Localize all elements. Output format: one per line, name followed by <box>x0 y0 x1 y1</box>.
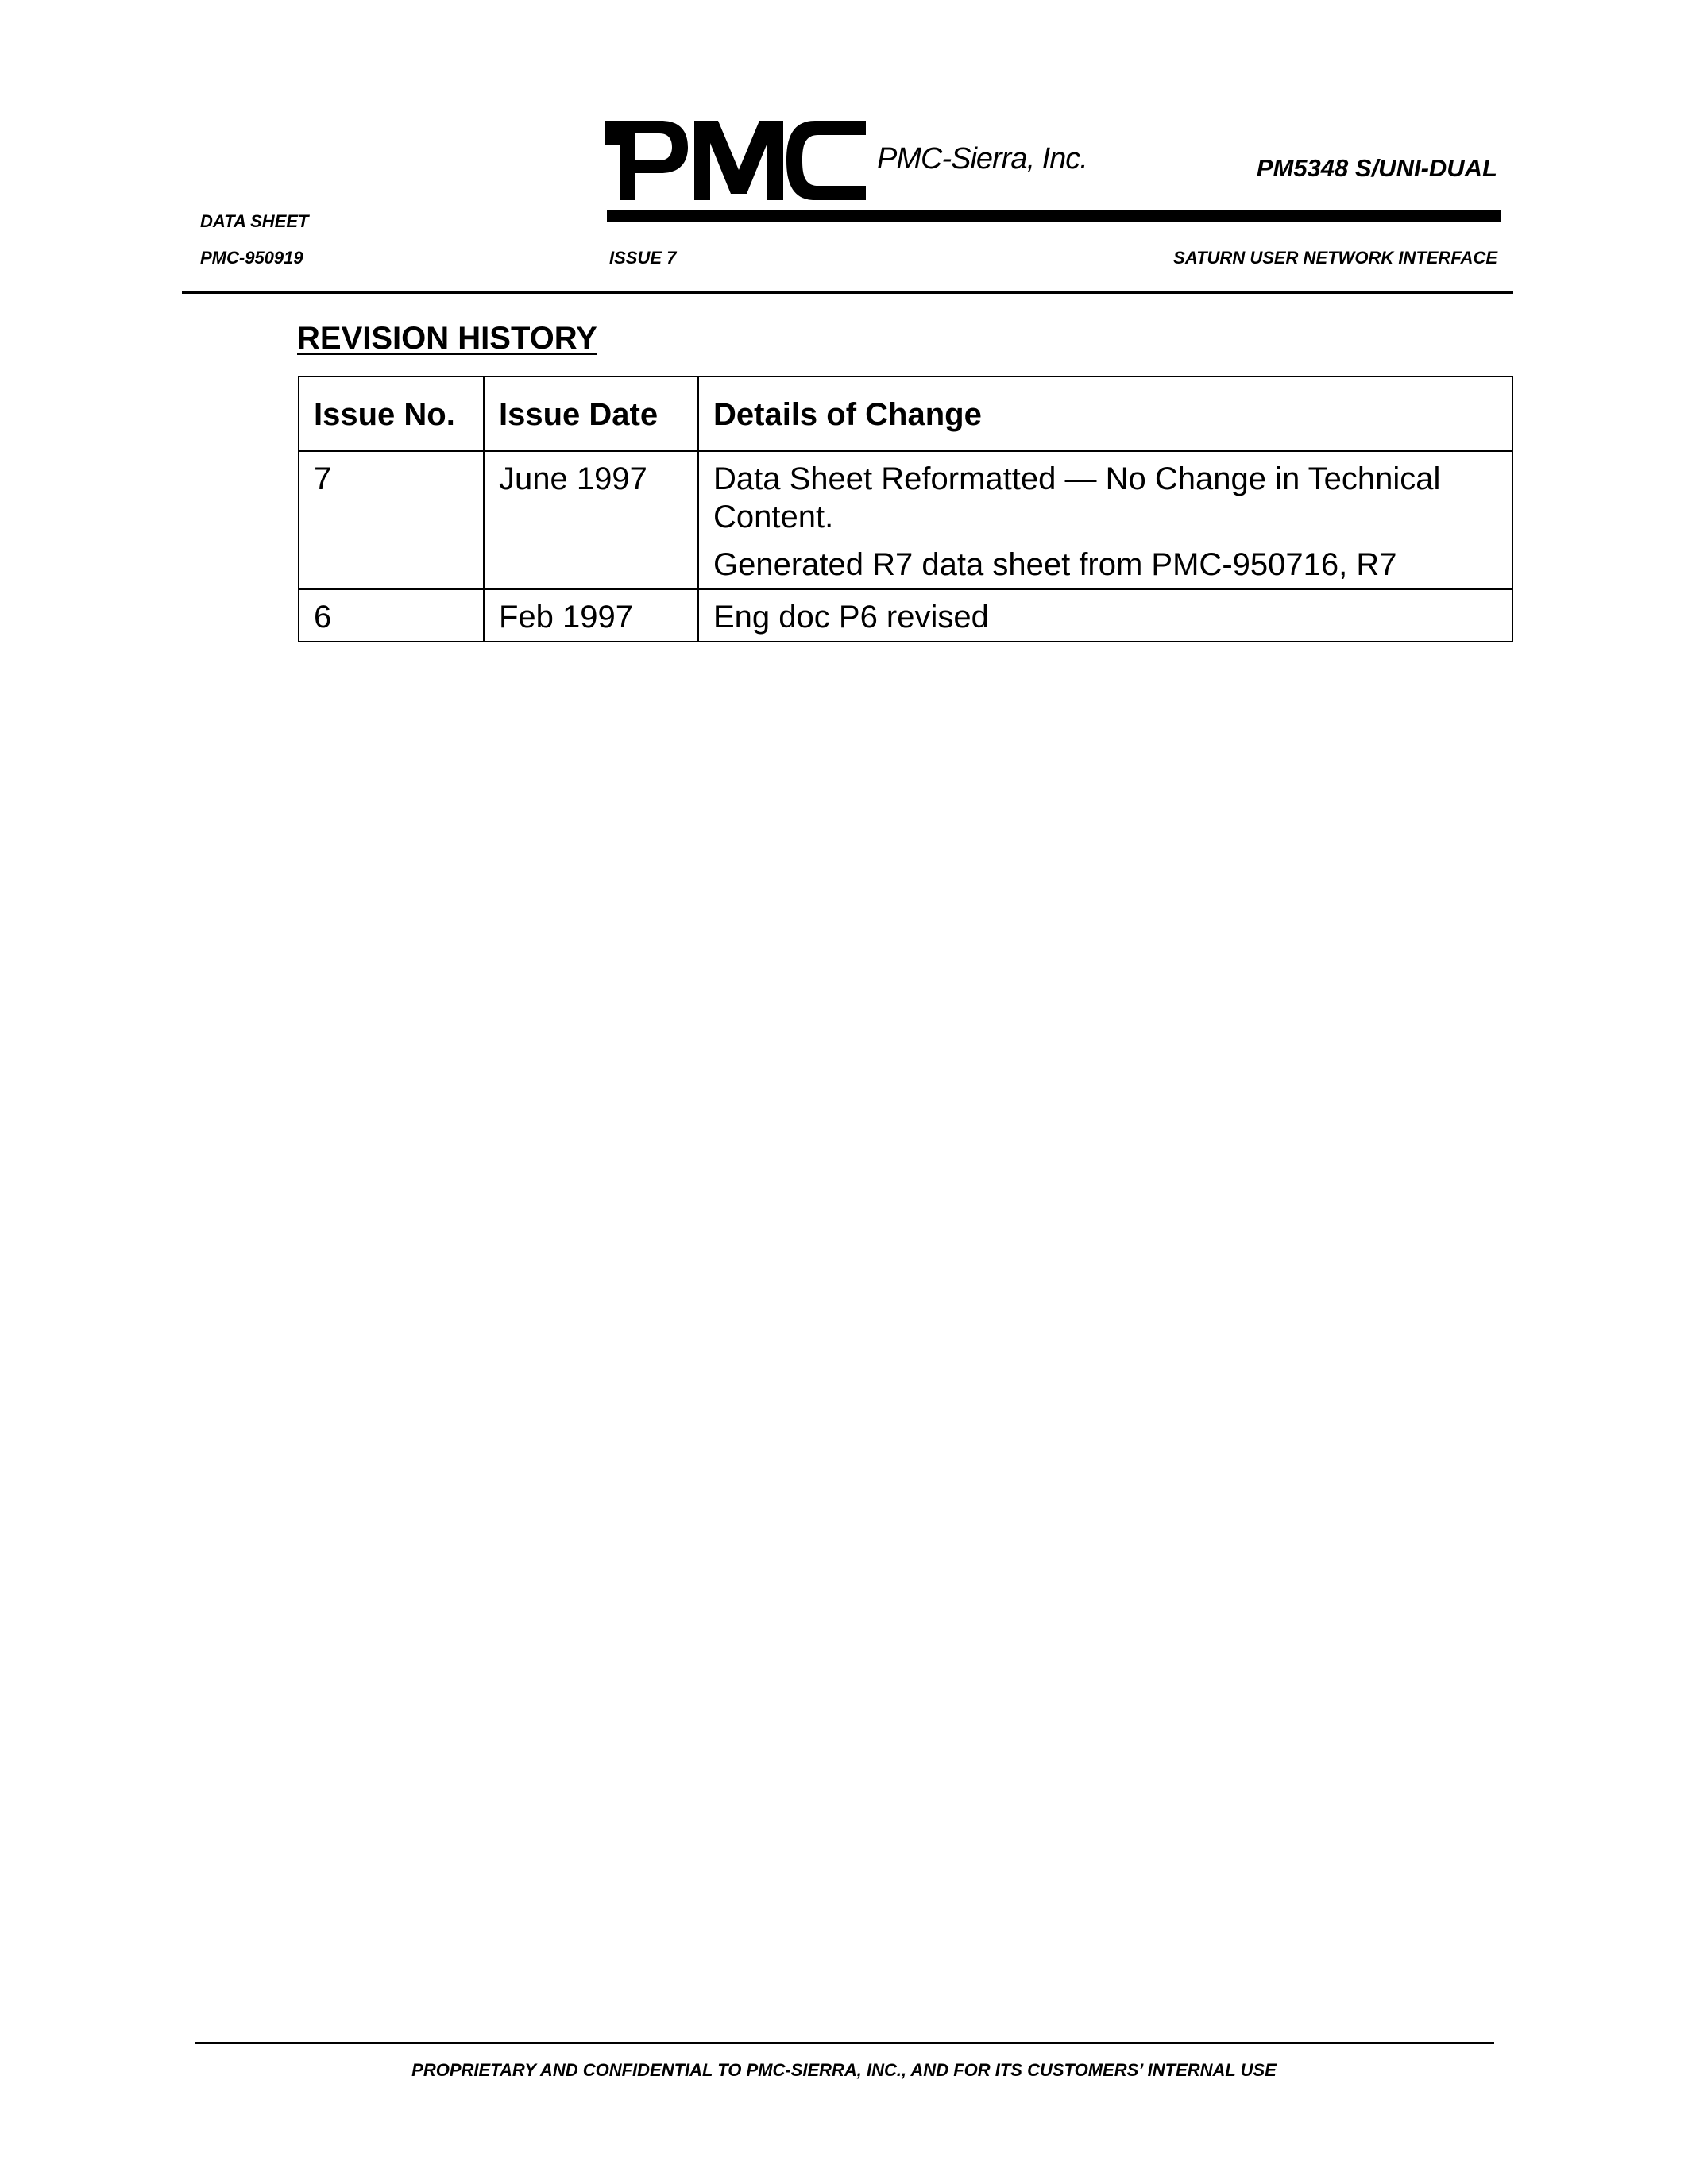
revision-history-table <box>298 376 1513 642</box>
section-title: REVISION HISTORY <box>297 321 597 356</box>
details-cell <box>698 451 1512 589</box>
table-row <box>299 589 1512 642</box>
header-thick-divider <box>607 210 1501 222</box>
issue-no-cell: 6 <box>299 589 484 642</box>
issue-label: ISSUE 7 <box>609 248 677 268</box>
issue-no-cell: 7 <box>299 451 484 589</box>
header-divider <box>182 291 1513 294</box>
footer-divider <box>195 2042 1494 2044</box>
details-line: Eng doc P6 revised <box>713 600 989 635</box>
details-line: Generated R7 data sheet from PMC-950716, R7 <box>713 547 1397 582</box>
footer-confidentiality-notice: PROPRIETARY AND CONFIDENTIAL TO PMC-SIERRA, INC., AND FOR ITS CUSTOMERS’ INTERNAL USE <box>411 2060 1277 2080</box>
details-cell <box>698 589 1512 642</box>
column-header-issue-date: Issue Date <box>484 376 698 451</box>
doc-id-label: PMC-950919 <box>200 248 303 268</box>
column-header-details: Details of Change <box>698 376 1512 451</box>
company-name: PMC-Sierra, Inc. <box>877 142 1087 176</box>
details-line: Data Sheet Reformatted — No Change in Technical Content. <box>713 461 1441 534</box>
doc-type-label: DATA SHEET <box>200 211 309 231</box>
table-row <box>299 451 1512 589</box>
issue-date-cell: Feb 1997 <box>484 589 698 642</box>
product-family-label: SATURN USER NETWORK INTERFACE <box>1173 248 1497 268</box>
pmc-logo <box>605 121 866 205</box>
issue-date-cell: June 1997 <box>484 451 698 589</box>
column-header-issue-no: Issue No. <box>299 376 484 451</box>
table-header-row <box>299 376 1512 451</box>
part-number: PM5348 S/UNI-DUAL <box>1256 154 1497 182</box>
